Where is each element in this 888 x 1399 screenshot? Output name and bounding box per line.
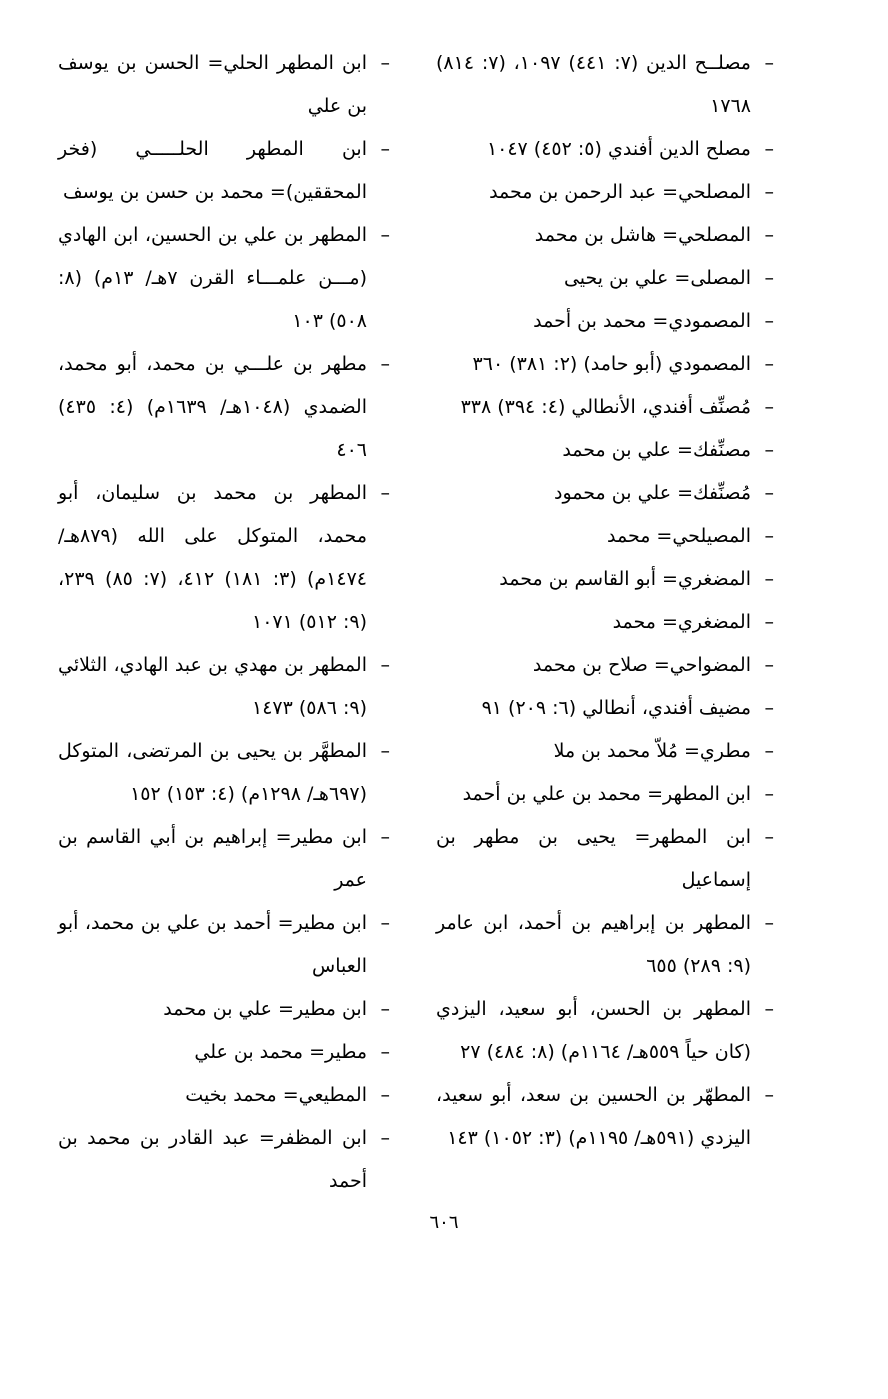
index-entry: – مصلــح الدين (٧: ٤٤١) ١٠٩٧، (٧: ٨١٤) ١٧٦٨ xyxy=(436,42,774,128)
index-entry: – ابن مطير= إبراهيم بن أبي القاسم بن عمر xyxy=(58,816,390,902)
index-entry: – ابن المطهر= يحيى بن مطهر بن إسماعيل xyxy=(436,816,774,902)
index-entry: – المطهر بن الحسن، أبو سعيد، اليزدي (كان حياً ٥٥٩هـ/ ١١٦٤م) (٨: ٤٨٤) ٢٧ xyxy=(436,988,774,1074)
index-entry: – مُصنِّف أفندي، الأنطالي (٤: ٣٩٤) ٣٣٨ xyxy=(436,386,774,429)
index-entry: – المصلحي= هاشل بن محمد xyxy=(436,214,774,257)
index-entry: – المطيعي= محمد بخيت xyxy=(58,1074,390,1117)
index-entry: – المضغري= محمد xyxy=(436,601,774,644)
index-entry: – ابن مطير= علي بن محمد xyxy=(58,988,390,1031)
index-entry: – المصمودي= محمد بن أحمد xyxy=(436,300,774,343)
index-entry: – مصنِّفك= علي بن محمد xyxy=(436,429,774,472)
index-entry: – مصلح الدين أفندي (٥: ٤٥٢) ١٠٤٧ xyxy=(436,128,774,171)
index-column-left xyxy=(58,42,390,1203)
index-entry: – المصلحي= عبد الرحمن بن محمد xyxy=(436,171,774,214)
index-entry: – المطهَّر بن يحيى بن المرتضى، المتوكل (٦٩٧هـ/ ١٢٩٨م) (٤: ١٥٣) ١٥٢ xyxy=(58,730,390,816)
index-entry: – مطهر بن علـــي بن محمد، أبو محمد، الضمدي (١٠٤٨هـ/ ١٦٣٩م) (٤: ٤٣٥) ٤٠٦ xyxy=(58,343,390,472)
index-entry: – المطهر بن محمد بن سليمان، أبو محمد، المتوكل على الله (٨٧٩هـ/ ١٤٧٤م) (٣: ١٨١) ٤١٢، (٧: ٨٥) ٢٣٩، (٩: ٥١٢) ١٠٧١ xyxy=(58,472,390,644)
index-entry: – المطهر بن علي بن الحسين، ابن الهادي (مـــن علمـــاء القرن ٧هـ/ ١٣م) (٨: ٥٠٨) ١٠٣ xyxy=(58,214,390,343)
index-entry: – المصمودي (أبو حامد) (٢: ٣٨١) ٣٦٠ xyxy=(436,343,774,386)
page-number: ٦٠٦ xyxy=(429,1212,459,1233)
index-entry: – المطهر بن إبراهيم بن أحمد، ابن عامر (٩: ٢٨٩) ٦٥٥ xyxy=(436,902,774,988)
index-entry: – ابن مطير= أحمد بن علي بن محمد، أبو العباس xyxy=(58,902,390,988)
index-entry: – المضواحي= صلاح بن محمد xyxy=(436,644,774,687)
index-entry: – مطري= مُلاّ محمد بن ملا xyxy=(436,730,774,773)
index-entry: – المطهّر بن الحسين بن سعد، أبو سعيد، اليزدي (٥٩١هـ/ ١١٩٥م) (٣: ١٠٥٢) ١٤٣ xyxy=(436,1074,774,1160)
index-entry: – ابن المطهر الحلـــــي (فخر المحققين)= محمد بن حسن بن يوسف xyxy=(58,128,390,214)
index-entry: – المطهر بن مهدي بن عبد الهادي، الثلائي (٩: ٥٨٦) ١٤٧٣ xyxy=(58,644,390,730)
index-entry: – مضيف أفندي، أنطالي (٦: ٢٠٩) ٩١ xyxy=(436,687,774,730)
index-entry: – مطير= محمد بن علي xyxy=(58,1031,390,1074)
index-entry: – المضغري= أبو القاسم بن محمد xyxy=(436,558,774,601)
index-column-right xyxy=(436,42,774,1160)
index-entry: – المصلى= علي بن يحيى xyxy=(436,257,774,300)
index-entry: – مُصنِّفك= علي بن محمود xyxy=(436,472,774,515)
index-entry: – ابن المظفر= عبد القادر بن محمد بن أحمد xyxy=(58,1117,390,1203)
index-entry: – ابن المطهر الحلي= الحسن بن يوسف بن علي xyxy=(58,42,390,128)
index-entry: – ابن المطهر= محمد بن علي بن أحمد xyxy=(436,773,774,816)
index-entry: – المصيلحي= محمد xyxy=(436,515,774,558)
